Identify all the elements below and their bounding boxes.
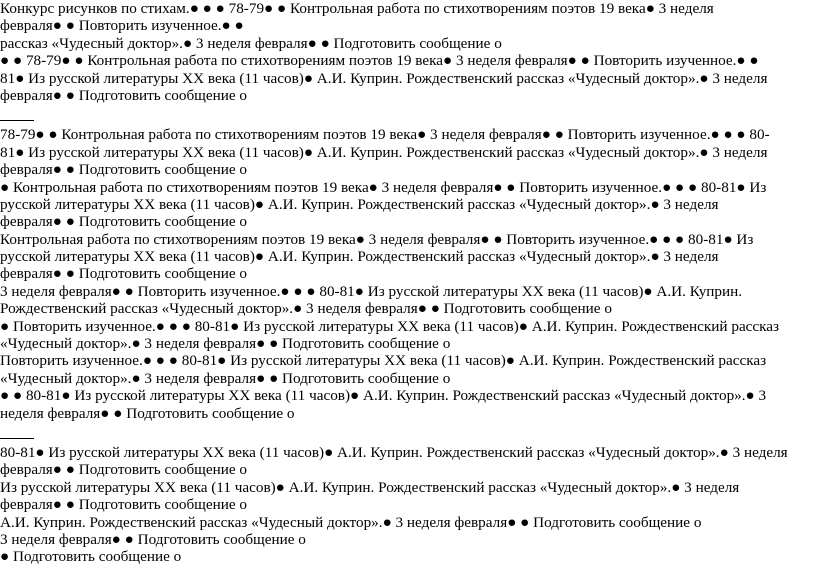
text-line: рассказ «Чудесный доктор».● 3 неделя февраля● ● Подготовить сообщение о [0,34,502,52]
text-line: «Чудесный доктор».● 3 неделя февраля● ● Подготовить сообщение о [0,335,451,353]
text-block-3 [0,444,816,566]
text-line: 3 неделя февраля● ● Подготовить сообщение о [0,530,306,548]
text-line: ● ● 80-81● Из русской литературы XX века (11 часов)● А.И. Куприн. Рождественский рассказ «Чудесный доктор».● 3 [0,387,767,405]
text-line: Конкурс рисунков по стихам.● ● ● 78-79● ● Контрольная работа по стихотворениям поэтов 19 века● 3 неделя [0,0,714,17]
text-block-1 [0,0,816,104]
text-line: февраля● ● Подготовить сообщение о [0,86,247,104]
text-line: 80-81● Из русской литературы XX века (11 часов)● А.И. Куприн. Рождественский рассказ «Чудесный доктор».● 3 неделя [0,443,788,461]
text-line: февраля● ● Подготовить сообщение о [0,265,247,283]
text-line: Из русской литературы XX века (11 часов)● А.И. Куприн. Рождественский рассказ «Чудесный доктор».● 3 неделя [0,478,740,496]
text-line: 78-79● ● Контрольная работа по стихотворениям поэтов 19 века● 3 неделя февраля● ● Повторить изученное.● ● ● 80- [0,126,770,144]
text-line: Контрольная работа по стихотворениям поэтов 19 века● 3 неделя февраля● ● Повторить изученное.● ● ● 80-81● Из [0,230,754,248]
text-line: русской литературы XX века (11 часов)● А.И. Куприн. Рождественский рассказ «Чудесный доктор».● 3 неделя [0,195,719,213]
text-line: февраля● ● Подготовить сообщение о [0,213,247,231]
separator-rule [0,120,34,121]
text-line: ● Подготовить сообщение о [0,548,182,566]
text-line: Повторить изученное.● ● ● 80-81● Из русской литературы XX века (11 часов)● А.И. Куприн. Рождественский рассказ [0,352,767,370]
text-line: февраля● ● Подготовить сообщение о [0,161,247,179]
text-line: 81● Из русской литературы XX века (11 часов)● А.И. Куприн. Рождественский рассказ «Чудесный доктор».● 3 неделя [0,143,768,161]
text-line: февраля● ● Подготовить сообщение о [0,461,247,479]
separator-rule [0,438,34,439]
text-line: ● Контрольная работа по стихотворениям поэтов 19 века● 3 неделя февраля● ● Повторить изученное.● ● ● 80-81● Из [0,178,767,196]
text-line: ● Повторить изученное.● ● ● 80-81● Из русской литературы XX века (11 часов)● А.И. Куприн. Рождественский рассказ [0,317,780,335]
text-line: февраля● ● Повторить изученное.● ● [0,17,244,35]
text-line: Рождественский рассказ «Чудесный доктор».● 3 неделя февраля● ● Подготовить сообщение о [0,300,612,318]
text-line: февраля● ● Подготовить сообщение о [0,496,247,514]
text-line: «Чудесный доктор».● 3 неделя февраля● ● Подготовить сообщение о [0,369,451,387]
text-line: неделя февраля● ● Подготовить сообщение о [0,404,295,422]
text-line: ● ● 78-79● ● Контрольная работа по стихотворениям поэтов 19 века● 3 неделя февраля● ● Повторить изученное.● ● [0,52,759,70]
text-block-2 [0,126,816,422]
text-line: 3 неделя февраля● ● Повторить изученное.● ● ● 80-81● Из русской литературы XX века (11 часов)● А.И. Куприн. [0,282,743,300]
text-line: русской литературы XX века (11 часов)● А.И. Куприн. Рождественский рассказ «Чудесный доктор».● 3 неделя [0,248,719,266]
text-line: 81● Из русской литературы XX века (11 часов)● А.И. Куприн. Рождественский рассказ «Чудесный доктор».● 3 неделя [0,69,768,87]
text-line: А.И. Куприн. Рождественский рассказ «Чудесный доктор».● 3 неделя февраля● ● Подготовить сообщение о [0,513,702,531]
